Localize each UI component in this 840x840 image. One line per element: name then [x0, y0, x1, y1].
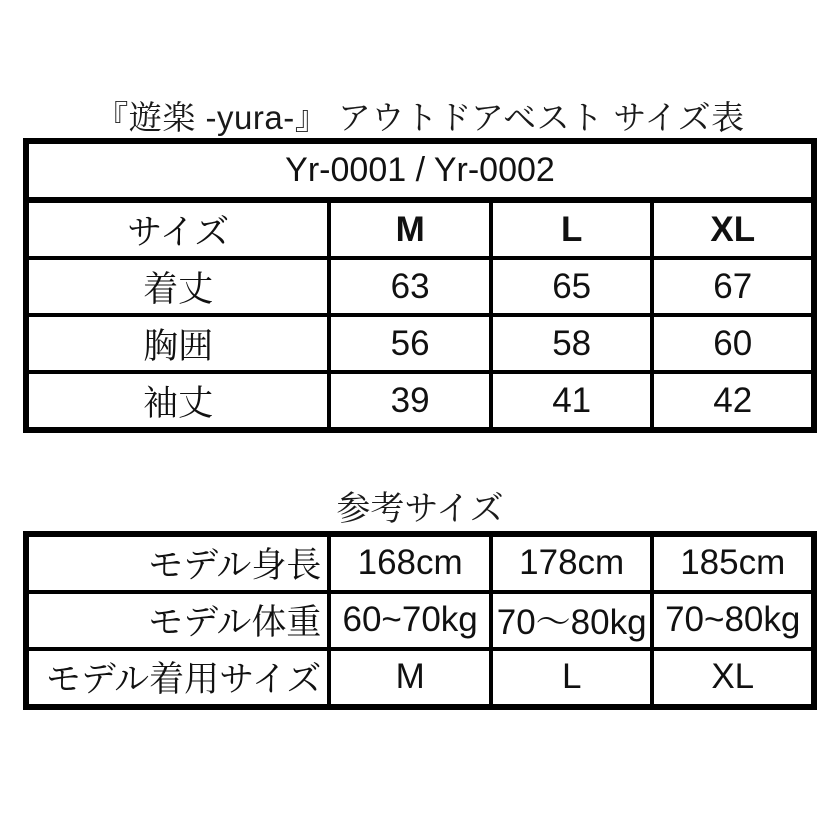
row-label: 胸囲: [26, 315, 329, 372]
column-header-l: L: [491, 200, 653, 258]
cell-value: L: [491, 649, 653, 707]
row-label: モデル身長: [26, 534, 329, 592]
row-label: 袖丈: [26, 372, 329, 430]
row-label: モデル着用サイズ: [26, 649, 329, 707]
table-row-model-height: [26, 534, 814, 592]
column-header-size: サイズ: [26, 200, 329, 258]
reference-size-heading: 参考サイズ: [336, 490, 504, 529]
model-number-cell: Yr-0001 / Yr-0002: [26, 141, 814, 200]
reference-size-table: [23, 531, 817, 710]
cell-value: 65: [491, 258, 653, 315]
cell-value: 67: [652, 258, 814, 315]
table-row-model-weight: [26, 592, 814, 649]
cell-value: 178cm: [491, 534, 653, 592]
cell-value: 58: [491, 315, 653, 372]
table-row-body-length: [26, 258, 814, 315]
cell-value: M: [329, 649, 491, 707]
page-title: 『遊楽 -yura-』 アウトドアベスト サイズ表: [95, 99, 745, 136]
cell-value: 39: [329, 372, 491, 430]
cell-value: 70~80kg: [652, 592, 814, 649]
column-header-xl: XL: [652, 200, 814, 258]
cell-value: 185cm: [652, 534, 814, 592]
cell-value: 60~70kg: [329, 592, 491, 649]
column-header-m: M: [329, 200, 491, 258]
cell-value: XL: [652, 649, 814, 707]
row-label: モデル体重: [26, 592, 329, 649]
cell-value: 41: [491, 372, 653, 430]
table-row-sleeve: [26, 372, 814, 430]
cell-value: 56: [329, 315, 491, 372]
size-header-row: [26, 200, 814, 258]
cell-value: 70〜80kg: [491, 592, 653, 649]
cell-value: 63: [329, 258, 491, 315]
cell-value: 168cm: [329, 534, 491, 592]
cell-value: 60: [652, 315, 814, 372]
table-row-chest: [26, 315, 814, 372]
cell-value: 42: [652, 372, 814, 430]
size-table: [23, 138, 817, 433]
row-label: 着丈: [26, 258, 329, 315]
table-row-model-worn-size: [26, 649, 814, 707]
model-number-row: [26, 141, 814, 200]
